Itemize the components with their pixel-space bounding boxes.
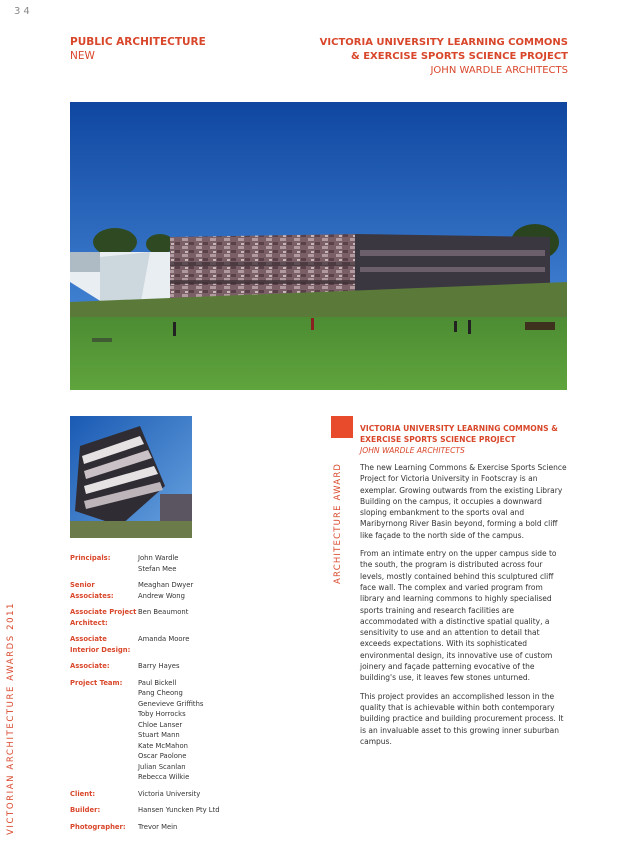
credit-value: Andrew Wong [138,591,185,600]
credit-value: Toby Horrocks [138,710,186,718]
project-description [360,462,568,754]
credit-label: Associate Project Architect: [70,608,137,627]
credit-value: Julian Scanlan [138,762,186,771]
credit-row [70,805,290,816]
hero-photo [70,102,567,390]
credit-values [138,789,200,800]
credit-values [138,634,189,655]
credit-row [70,553,290,574]
credit-value: Oscar Paolone [138,752,187,760]
credit-label: Client: [70,789,96,798]
header-architect: JOHN WARDLE ARCHITECTS [430,65,568,76]
credit-value: Stuart Mann [138,731,180,739]
credit-row [70,607,290,628]
description-paragraph: From an intimate entry on the upper campus side to the south, the program is distributed across four levels, mostly contained behind this sculptured cliff face wall. The complex and varied program from library and learning commons to highly specialised sports training and research facilities are accommodated with a distinctive spatial quality, a sensitivity to use and an attention to detail that exceeds expectations. With its sophisticated environmental design, its innovative use of custom joinery and façade patterning evocative of the building's use, it leaves few stones unturned. [360,549,557,683]
credit-value: Victoria University [138,789,201,798]
header-title-line1: VICTORIA UNIVERSITY LEARNING COMMONS [319,37,568,48]
project-title-line2: EXERCISE SPORTS SCIENCE PROJECT [360,435,516,444]
credit-label: Associate Interior Design: [70,635,131,654]
category-subtitle: NEW [70,50,95,62]
credit-values [138,822,177,833]
project-title-line1: VICTORIA UNIVERSITY LEARNING COMMONS & [360,424,558,433]
credit-values [138,553,178,574]
credit-value: Barry Hayes [138,662,180,670]
credit-values [138,661,180,672]
credit-value: Pang Cheong [138,689,183,697]
credit-values [138,580,193,601]
award-marker-square [331,416,353,438]
credit-value: Hansen Yuncken Pty Ltd [138,806,220,814]
award-label: ARCHITECTURE AWARD [333,462,343,584]
credit-value: Stefan Mee [138,564,177,573]
category-title: PUBLIC ARCHITECTURE [70,36,206,48]
description-paragraph: The new Learning Commons & Exercise Sports Science Project for Victoria University in Footscray is an exemplar. Growing outwards from the existing Library Building on the campus, it occupies a downward sloping embankment to the sports oval and Maribyrnong River Basin beyond, forming a bold cliff like façade to the north side of the campus. [360,463,567,540]
credit-label: Builder: [70,806,101,814]
credits-list [70,553,290,838]
credit-label: Principals: [70,554,111,562]
project-architect: JOHN WARDLE ARCHITECTS [360,446,465,455]
credit-values [138,607,188,628]
credit-row [70,580,290,601]
awards-side-label: VICTORIAN ARCHITECTURE AWARDS 2011 [6,601,16,835]
credit-value: Kate McMahon [138,741,188,750]
description-paragraph: This project provides an accomplished lesson in the quality that is achievable within both contemporary building practice and building procurement process. It is an invaluable asset to this growing inner suburban campus. [360,691,564,746]
credit-label: Associate: [70,662,110,670]
header-project-title [238,36,568,78]
credit-values [138,678,203,783]
credit-value: Amanda Moore [138,635,190,643]
page-number: 34 [14,6,33,17]
credit-label: Senior Associates: [70,581,114,600]
credit-value: Ben Beaumont [138,608,189,616]
header-title-line2: & EXERCISE SPORTS SCIENCE PROJECT [351,51,568,62]
credit-value: John Wardle [138,554,179,562]
credit-value: Rebecca Wilkie [138,773,190,781]
credit-value: Trevor Mein [138,822,178,831]
credit-row [70,634,290,655]
credit-row [70,822,290,833]
credit-label: Project Team: [70,678,123,687]
credit-value: Chloe Lanser [138,720,183,729]
credit-row [70,678,290,783]
credit-value: Genevieve Griffiths [138,699,204,708]
credit-row [70,661,290,672]
project-title-block [360,423,560,456]
credit-value: Paul Bickell [138,678,177,687]
credit-label: Photographer: [70,822,126,831]
credit-row [70,789,290,800]
credit-value: Meaghan Dwyer [138,581,194,589]
credit-values [138,805,220,816]
building-detail-photo [70,416,192,538]
